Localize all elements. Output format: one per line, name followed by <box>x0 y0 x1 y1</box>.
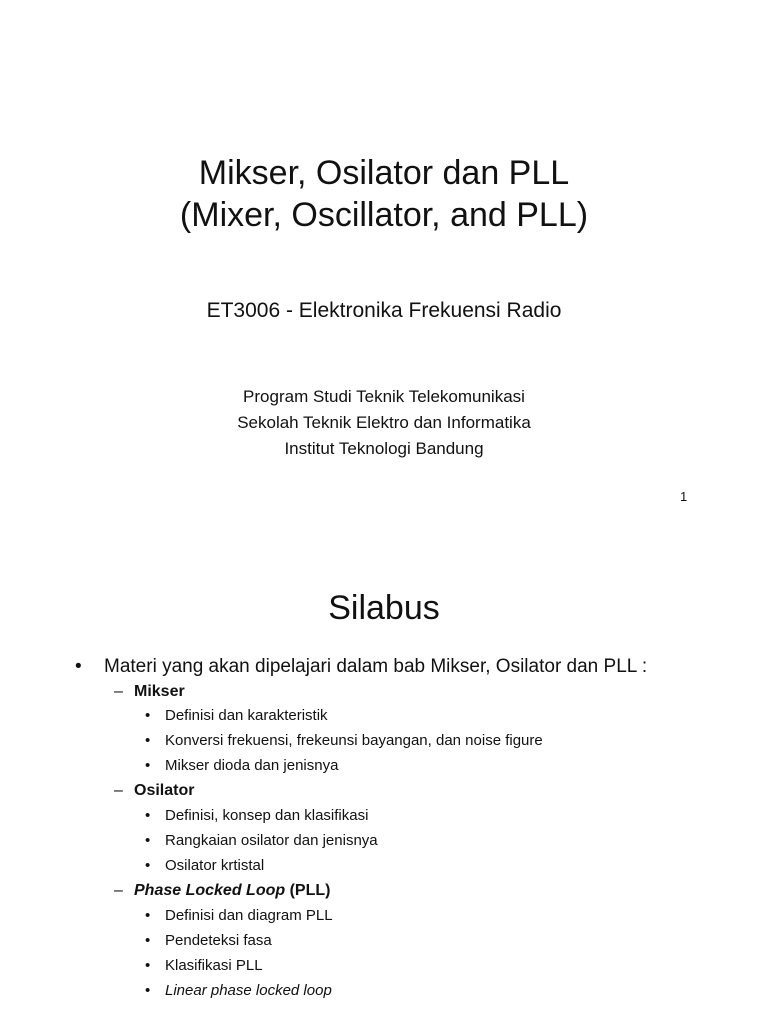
bullet-icon: • <box>145 857 151 874</box>
dash-icon: – <box>114 683 123 700</box>
bullet-icon: • <box>145 982 151 999</box>
bullet-icon: • <box>145 807 151 824</box>
institution-school: Sekolah Teknik Elektro dan Informatika <box>237 413 531 432</box>
slide-title: Silabus <box>328 589 440 627</box>
bullet-icon: • <box>145 932 151 949</box>
bullet-icon: • <box>145 957 151 974</box>
slide-title-line-2: (Mixer, Oscillator, and PLL) <box>179 196 589 234</box>
section-heading-pll <box>134 881 330 901</box>
section-heading-pll-italic: Phase Locked Loop <box>134 882 286 899</box>
dash-icon: – <box>114 782 123 799</box>
intro-text: Materi yang akan dipelajari dalam bab Mikser, Osilator dan PLL : <box>104 656 648 677</box>
section-heading-osilator: Osilator <box>134 782 195 799</box>
list-item: Definisi dan diagram PLL <box>165 907 333 924</box>
page-number: 1 <box>680 489 688 504</box>
institution-program: Program Studi Teknik Telekomunikasi <box>243 387 525 406</box>
list-item: Konversi frekuensi, frekeunsi bayangan, dan noise figure <box>165 732 543 749</box>
bullet-icon: • <box>145 757 151 774</box>
dash-icon: – <box>114 882 123 899</box>
institution-university: Institut Teknologi Bandung <box>284 439 484 458</box>
list-item: Klasifikasi PLL <box>165 957 263 974</box>
bullet-icon: • <box>75 656 82 677</box>
bullet-icon: • <box>145 907 151 924</box>
slide-title-line-1: Mikser, Osilator dan PLL <box>198 154 570 192</box>
list-item: Rangkaian osilator dan jenisnya <box>165 832 378 849</box>
list-item: Mikser dioda dan jenisnya <box>165 757 339 774</box>
section-heading-mikser: Mikser <box>134 683 185 700</box>
list-item: Definisi, konsep dan klasifikasi <box>165 807 369 824</box>
bullet-icon: • <box>145 732 151 749</box>
list-item: Osilator krtistal <box>165 857 265 874</box>
list-item: Definisi dan karakteristik <box>165 707 328 724</box>
course-name: ET3006 - Elektronika Frekuensi Radio <box>206 299 562 322</box>
section-heading-pll-rest: (PLL) <box>285 882 331 899</box>
bullet-icon: • <box>145 707 151 724</box>
bullet-icon: • <box>145 832 151 849</box>
list-item: Linear phase locked loop <box>165 982 332 999</box>
list-item: Pendeteksi fasa <box>165 932 272 949</box>
